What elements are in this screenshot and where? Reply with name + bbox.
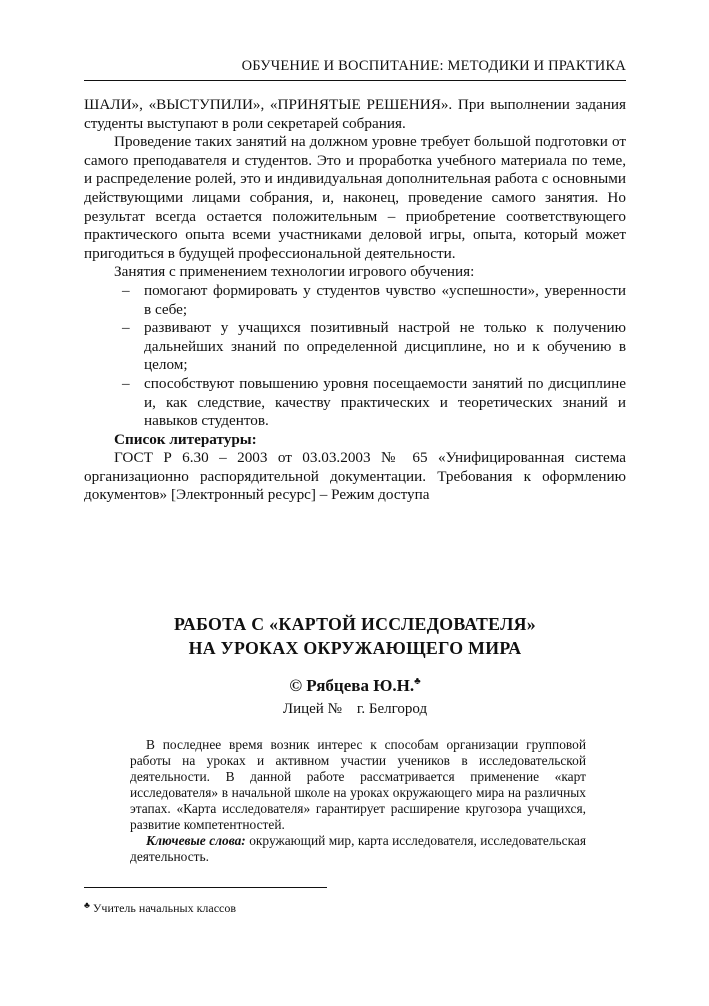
- footnote-text: Учитель начальных классов: [89, 901, 237, 915]
- list-dash: –: [122, 281, 130, 299]
- list-dash: –: [122, 374, 130, 392]
- list-item: [122, 319, 626, 375]
- footnote-divider: [84, 887, 327, 888]
- club-icon: ♣: [414, 676, 421, 687]
- list-item-text: помогают формировать у студентов чувство «успешности», уверенности в себе;: [144, 281, 626, 318]
- paragraph-1: ШАЛИ», «ВЫСТУПИЛИ», «ПРИНЯТЫЕ РЕШЕНИЯ». При выполнении задания студенты выступают в роли секретарей собрания.: [84, 96, 626, 132]
- keywords-text: окружающий мир, карта исследователя, исследовательская деятельность.: [130, 833, 586, 864]
- keywords-label: Ключевые слова:: [146, 833, 246, 848]
- abstract: [130, 737, 586, 865]
- list-item: [122, 374, 626, 431]
- club-icon: ♣: [84, 900, 90, 910]
- main-text: [84, 96, 626, 505]
- running-header: [84, 58, 626, 81]
- paragraph-3: Занятия с применением технологии игрового обучения:: [114, 263, 475, 281]
- list-item-text: развивают у учащихся позитивный настрой не только к получению дальнейших знаний по определенной дисциплине, но и к обучению в целом;: [144, 319, 626, 374]
- running-title: ОБУЧЕНИЕ И ВОСПИТАНИЕ: МЕТОДИКИ И ПРАКТИКА: [241, 58, 626, 74]
- abstract-text: В последнее время возник интерес к способам организации групповой работы на уроках и активном участии учеников в исследовательской деятельности. В данной работе рассматривается применение «карт исследователя» в начальной школе на уроках окружающего мира на различных этапах. «Карта исследователя» гарантирует расширение кругозора учащихся, развитие компетентностей.: [130, 737, 586, 832]
- footnote: [84, 900, 236, 916]
- article-title-line: НА УРОКАХ ОКРУЖАЮЩЕГО МИРА: [188, 638, 522, 658]
- list-dash: –: [122, 319, 130, 337]
- article-title: [84, 612, 626, 660]
- reference-item: ГОСТ Р 6.30 – 2003 от 03.03.2003 № 65 «Унифицированная система организационно распорядительной документации. Требования к оформлению документов» [Электронный ресурс] – Режим доступа: [84, 449, 626, 504]
- paragraph-2: Проведение таких занятий на должном уровне требует большой подготовки от самого преподавателя и студентов. Это и проработка учебного материала по теме, и распределение ролей, это и индивидуальная дополнительная работа с основными действующими лицами собрания, и, наконец, проведение самого занятия. Но результат всегда остается положительным – приобретение соответствующего практического опыта всеми участниками деловой игры, опыта, который может пригодиться в будущей профессиональной деятельности.: [84, 133, 626, 262]
- list-item: [122, 281, 626, 319]
- affiliation-text: Лицей № г. Белгород: [282, 701, 428, 717]
- references-heading: Список литературы:: [114, 430, 257, 448]
- benefits-list: [84, 282, 626, 431]
- author-name: © Рябцева Ю.Н.: [289, 676, 415, 695]
- list-item-text: способствуют повышению уровня посещаемости занятий по дисциплине и, как следствие, качеству практических и теоретических знаний и навыков студентов.: [144, 374, 626, 430]
- keywords: [130, 833, 586, 865]
- affiliation: [84, 701, 626, 718]
- author: [84, 676, 626, 696]
- article-title-line: РАБОТА С «КАРТОЙ ИССЛЕДОВАТЕЛЯ»: [174, 614, 536, 634]
